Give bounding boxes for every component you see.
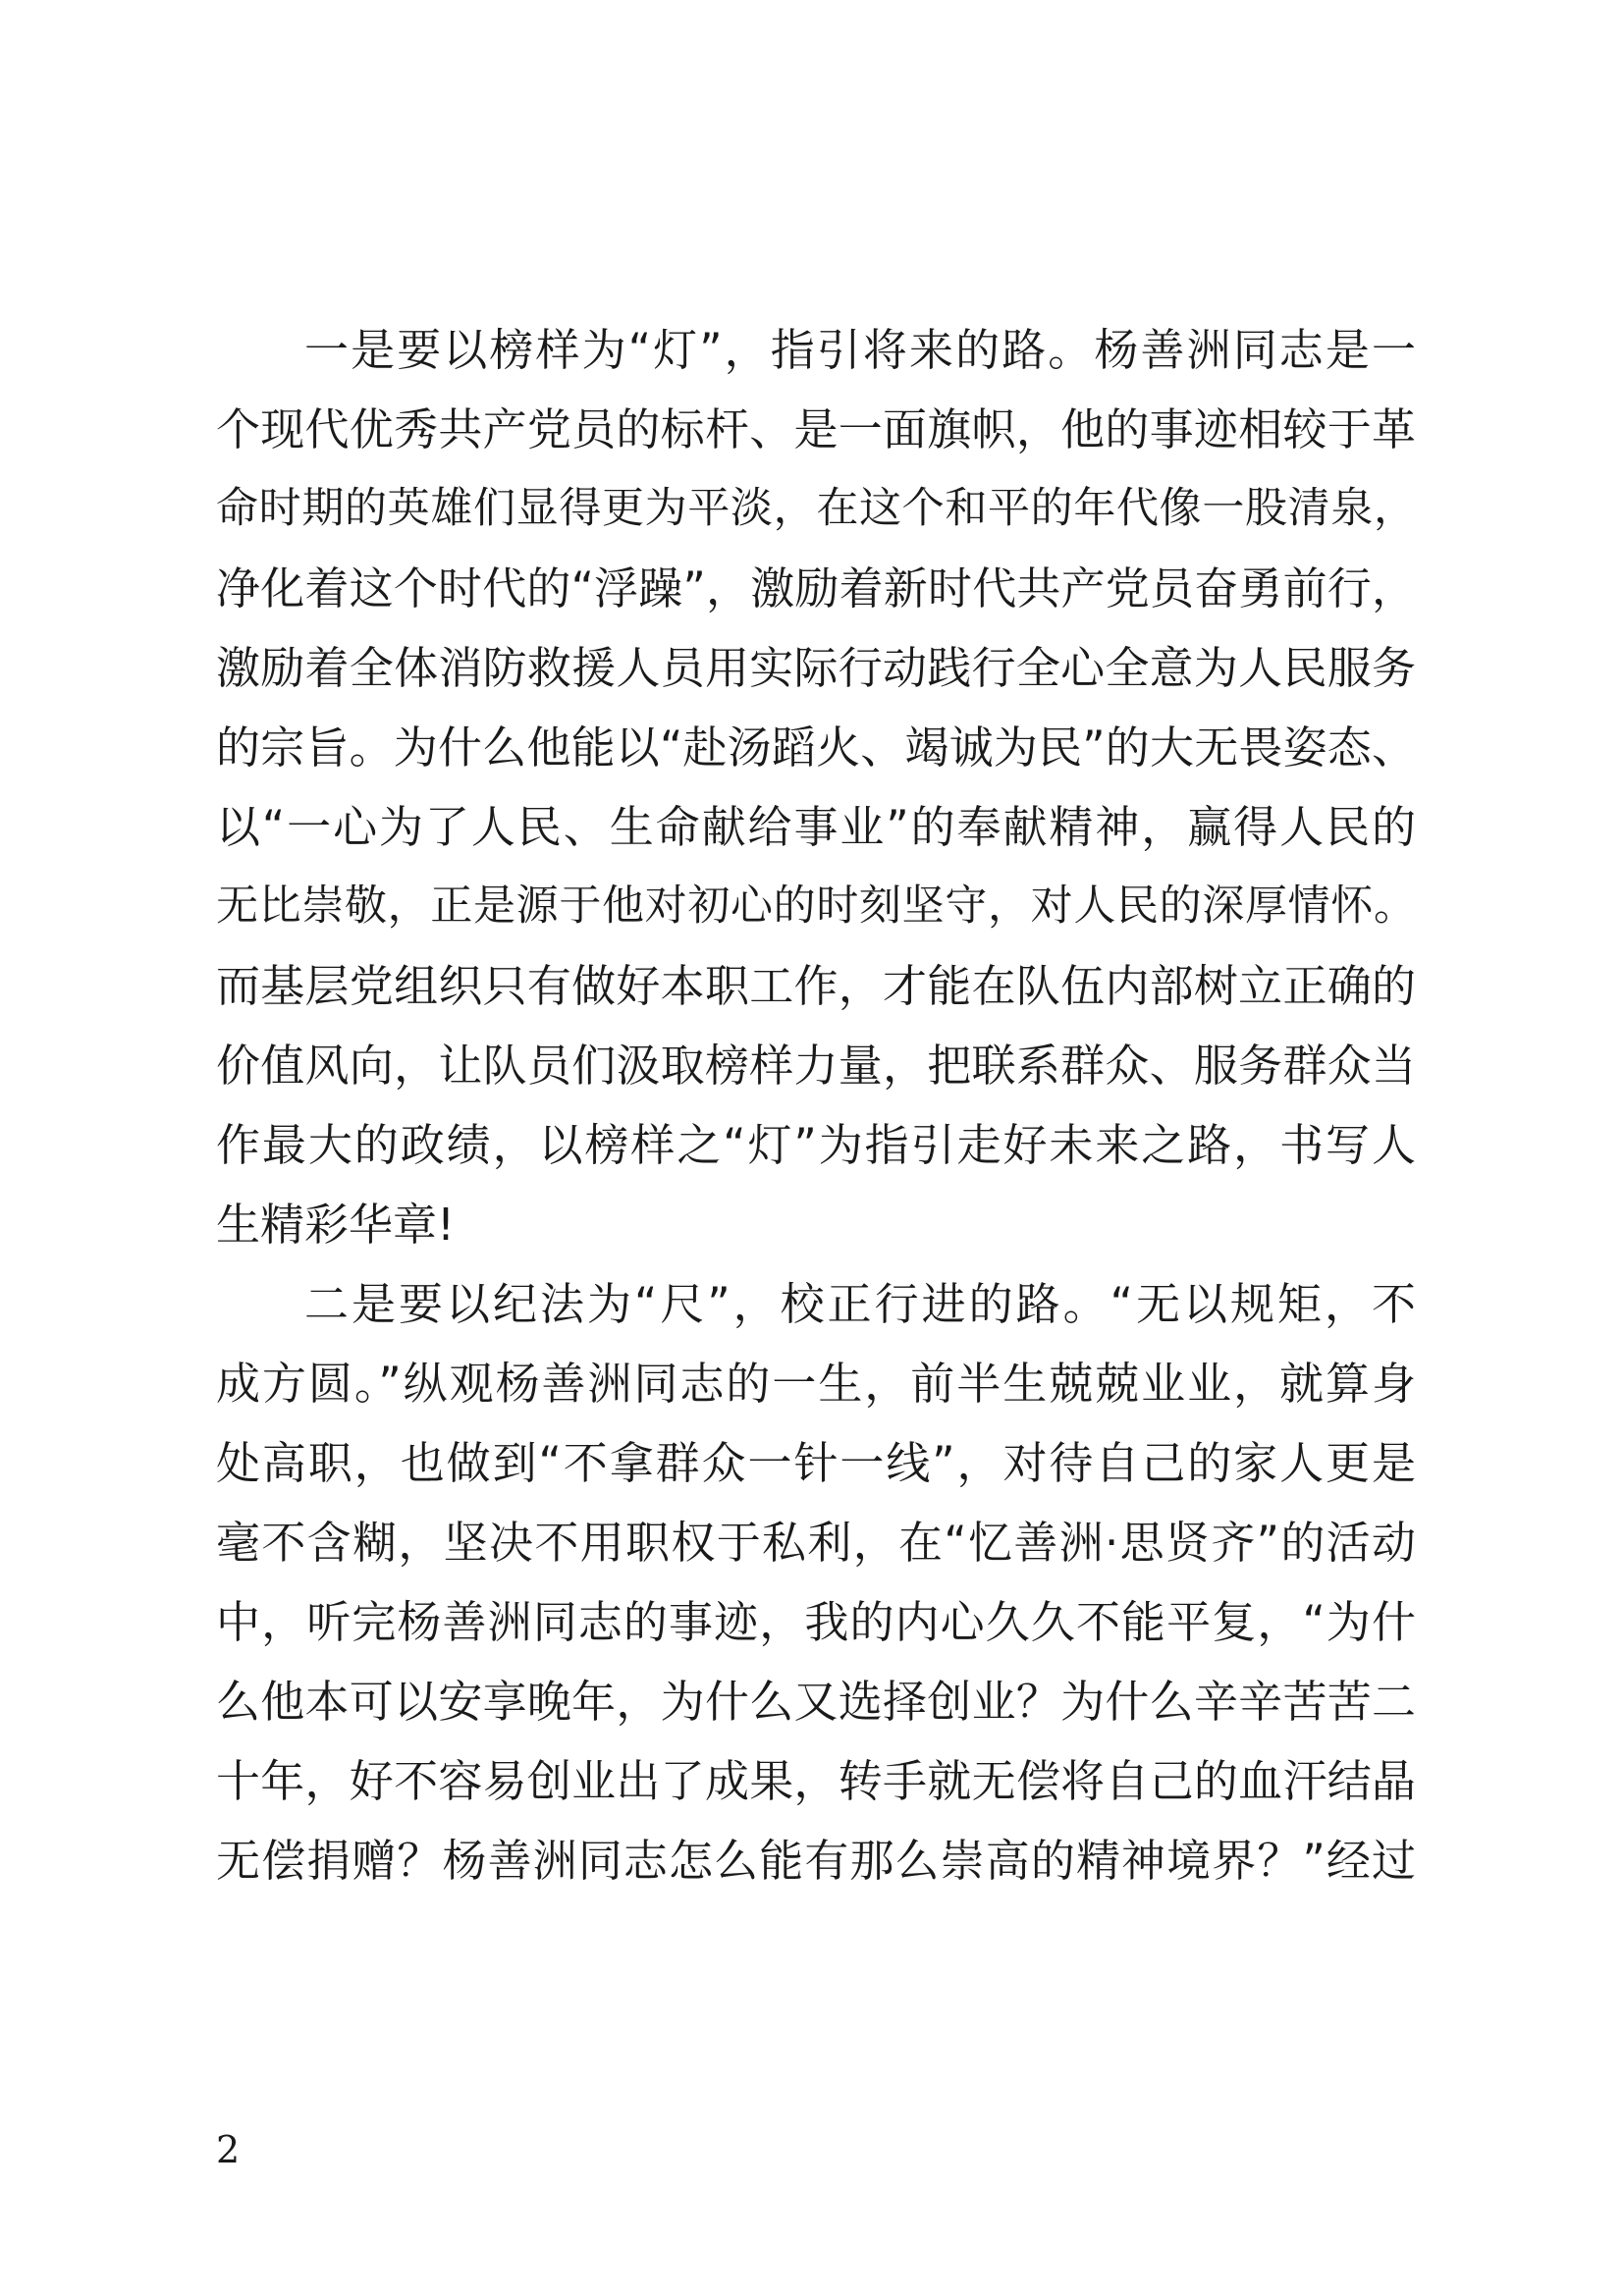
text-line: 中，听完杨善洲同志的事迹，我的内心久久不能平复，“为什 [216,1596,1416,1648]
text-line: 价值风向，让队员们汲取榜样力量，把联系群众、服务群众当 [216,1040,1416,1092]
text-line: 而基层党组织只有做好本职工作，才能在队伍内部树立正确的 [216,960,1416,1012]
text-line: 命时期的英雄们显得更为平淡，在这个和平的年代像一股清泉， [216,484,1416,533]
text-line: 激励着全体消防救援人员用实际行动践行全心全意为人民服务 [216,642,1416,694]
text-line: 么他本可以安享晚年，为什么又选择创业？为什么辛辛苦苦二 [216,1676,1416,1728]
text-line: 个现代优秀共产党员的标杆、是一面旗帜，他的事迹相较于革 [216,403,1416,455]
text-line: 无比崇敬，正是源于他对初心的时刻坚守，对人民的深厚情怀。 [216,881,1416,931]
text-line: 无偿捐赠？杨善洲同志怎么能有那么崇高的精神境界？”经过 [216,1835,1416,1887]
text-line: 处高职，也做到“不拿群众一针一线”，对待自己的家人更是 [216,1437,1416,1489]
page-number: 2 [216,2128,241,2171]
text-line: 作最大的政绩，以榜样之“灯”为指引走好未来之路，书写人 [216,1119,1416,1171]
text-line: 十年，好不容易创业出了成果，转手就无偿将自己的血汗结晶 [216,1755,1416,1807]
body-text [216,310,1416,1900]
text-line: 净化着这个时代的“浮躁”，激励着新时代共产党员奋勇前行， [216,562,1416,614]
text-line: 一是要以榜样为“灯”，指引将来的路。杨善洲同志是一 [304,324,1416,376]
text-line: 的宗旨。为什么他能以“赴汤蹈火、竭诚为民”的大无畏姿态、 [216,721,1416,774]
text-line: 毫不含糊，坚决不用职权于私利，在“忆善洲·思贤齐”的活动 [216,1517,1416,1569]
text-line: 生精彩华章! [216,1199,456,1251]
text-line: 以“一心为了人民、生命献给事业”的奉献精神，赢得人民的 [216,801,1416,853]
text-line: 成方圆。”纵观杨善洲同志的一生，前半生兢兢业业，就算身 [216,1358,1416,1410]
text-line: 二是要以纪法为“尺”，校正行进的路。“无以规矩，不 [304,1278,1416,1330]
paragraph-1 [216,310,1416,1264]
paragraph-2 [216,1264,1416,1900]
